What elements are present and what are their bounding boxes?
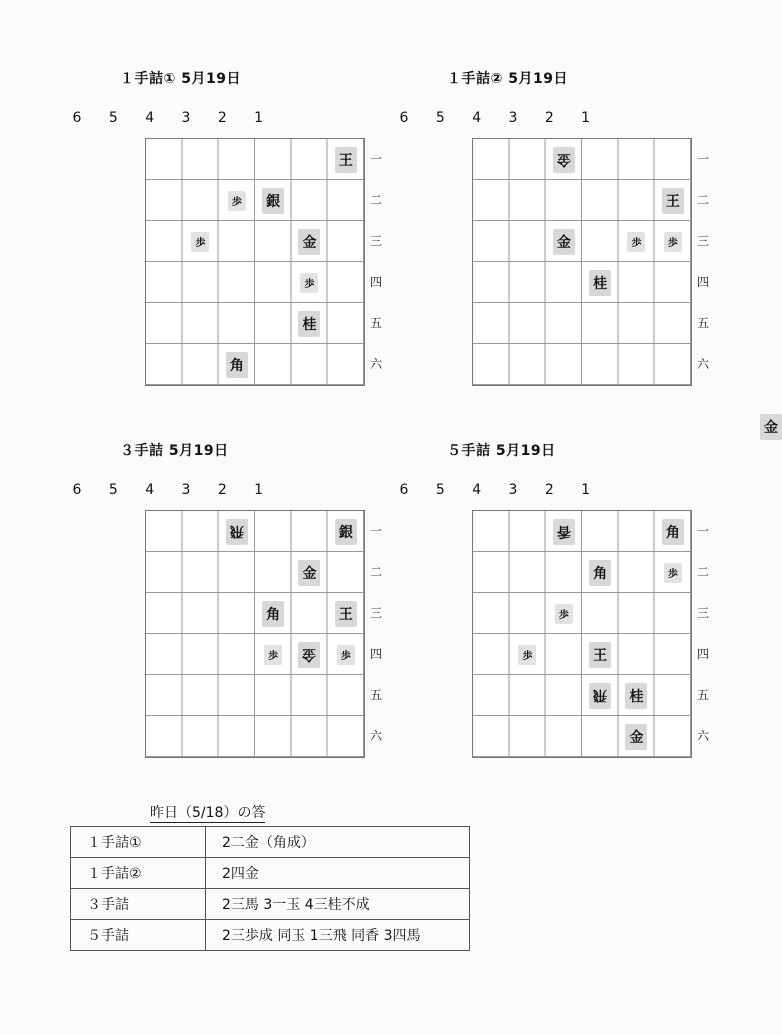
shogi-piece: 金 xyxy=(298,229,320,255)
row-label: １手詰② xyxy=(71,858,206,889)
shogi-piece: 銀 xyxy=(262,188,284,214)
shogi-piece: 王 xyxy=(662,188,684,214)
row-number: 四 xyxy=(696,275,709,289)
column-number: 4 xyxy=(472,110,482,126)
column-number: 4 xyxy=(145,482,155,498)
column-number: 1 xyxy=(581,482,591,498)
column-number: 3 xyxy=(181,482,191,498)
row-number: 五 xyxy=(369,316,382,330)
row-number: 一 xyxy=(696,152,709,166)
answers-title xyxy=(150,802,265,822)
answers-title-text: 昨日（5/18）の答 xyxy=(150,805,266,821)
shogi-piece: 銀 xyxy=(335,519,357,545)
row-label: １手詰① xyxy=(71,827,206,858)
shogi-piece: 桂 xyxy=(589,270,611,296)
column-number: 2 xyxy=(217,110,227,126)
table-row xyxy=(71,920,470,951)
shogi-piece: 歩 xyxy=(518,645,536,665)
row-number: 三 xyxy=(369,234,382,248)
shogi-piece: 桂 xyxy=(298,311,320,337)
column-number: 5 xyxy=(108,110,118,126)
column-number: 5 xyxy=(108,482,118,498)
column-number: 2 xyxy=(544,110,554,126)
shogi-piece: 金 xyxy=(298,642,320,668)
row-number: 四 xyxy=(369,275,382,289)
shogi-board xyxy=(145,510,365,758)
row-number: 一 xyxy=(696,524,709,538)
shogi-piece: 飛 xyxy=(226,519,248,545)
shogi-piece: 金 xyxy=(298,560,320,586)
shogi-piece: 桂 xyxy=(625,683,647,709)
shogi-piece: 歩 xyxy=(627,232,645,252)
column-number: 1 xyxy=(581,110,591,126)
row-label: ３手詰 xyxy=(71,889,206,920)
column-number: 4 xyxy=(472,482,482,498)
table-row xyxy=(71,889,470,920)
answers-table xyxy=(70,826,470,951)
shogi-piece: 角 xyxy=(226,352,248,378)
puzzle-2 xyxy=(399,68,778,436)
shogi-piece: 角 xyxy=(262,601,284,627)
hand-piece: 金 xyxy=(760,414,782,440)
shogi-board xyxy=(145,138,365,386)
row-answer: 2三馬 3一玉 4三桂不成 xyxy=(206,889,470,920)
table-row xyxy=(71,858,470,889)
row-label: ５手詰 xyxy=(71,920,206,951)
column-number: 3 xyxy=(508,110,518,126)
row-number: 一 xyxy=(369,524,382,538)
puzzle-title: ５手詰 5月19日 xyxy=(447,443,556,459)
row-answer: 2四金 xyxy=(206,858,470,889)
column-numbers xyxy=(72,482,295,502)
puzzle-title: ３手詰 5月19日 xyxy=(120,443,229,459)
shogi-piece: 角 xyxy=(662,519,684,545)
shogi-piece: 歩 xyxy=(264,645,282,665)
row-number: 二 xyxy=(696,193,709,207)
row-number: 二 xyxy=(696,565,709,579)
row-number: 二 xyxy=(369,193,382,207)
row-answer: 2二金（角成） xyxy=(206,827,470,858)
column-number: 5 xyxy=(435,110,445,126)
shogi-piece: 歩 xyxy=(300,273,318,293)
row-number: 六 xyxy=(369,729,382,743)
row-number: 五 xyxy=(696,316,709,330)
puzzle-title: １手詰② 5月19日 xyxy=(447,71,568,87)
shogi-piece: 歩 xyxy=(337,645,355,665)
shogi-piece: 角 xyxy=(589,560,611,586)
column-number: 1 xyxy=(254,482,264,498)
shogi-board xyxy=(472,138,692,386)
shogi-piece: 金 xyxy=(553,147,575,173)
shogi-piece: 香 xyxy=(553,519,575,545)
row-number: 四 xyxy=(369,647,382,661)
shogi-board xyxy=(472,510,692,758)
row-number: 六 xyxy=(696,729,709,743)
column-number: 5 xyxy=(435,482,445,498)
row-answer: 2三歩成 同玉 1三飛 同香 3四馬 xyxy=(206,920,470,951)
puzzle-3 xyxy=(72,440,382,780)
table-row xyxy=(71,827,470,858)
column-number: 6 xyxy=(72,482,82,498)
column-numbers xyxy=(399,482,622,502)
shogi-piece: 金 xyxy=(625,724,647,750)
puzzle-title: １手詰① 5月19日 xyxy=(120,71,241,87)
column-number: 4 xyxy=(145,110,155,126)
row-number: 六 xyxy=(696,357,709,371)
shogi-piece: 歩 xyxy=(228,191,246,211)
column-number: 1 xyxy=(254,110,264,126)
row-number: 二 xyxy=(369,565,382,579)
row-number: 三 xyxy=(696,606,709,620)
shogi-piece: 王 xyxy=(589,642,611,668)
shogi-piece: 王 xyxy=(335,601,357,627)
shogi-piece: 金 xyxy=(553,229,575,255)
column-number: 6 xyxy=(72,110,82,126)
shogi-piece: 飛 xyxy=(589,683,611,709)
row-number: 六 xyxy=(369,357,382,371)
shogi-piece: 歩 xyxy=(664,563,682,583)
column-numbers xyxy=(72,110,295,130)
column-number: 6 xyxy=(399,110,409,126)
column-number: 2 xyxy=(217,482,227,498)
row-number: 四 xyxy=(696,647,709,661)
row-number: 三 xyxy=(369,606,382,620)
shogi-piece: 王 xyxy=(335,147,357,173)
shogi-piece: 歩 xyxy=(664,232,682,252)
column-number: 3 xyxy=(508,482,518,498)
shogi-piece: 歩 xyxy=(191,232,209,252)
column-number: 3 xyxy=(181,110,191,126)
row-number: 五 xyxy=(696,688,709,702)
column-number: 2 xyxy=(544,482,554,498)
puzzle-4 xyxy=(399,440,709,780)
puzzle-1 xyxy=(72,68,382,408)
row-number: 五 xyxy=(369,688,382,702)
column-numbers xyxy=(399,110,622,130)
column-number: 6 xyxy=(399,482,409,498)
row-number: 三 xyxy=(696,234,709,248)
row-number: 一 xyxy=(369,152,382,166)
shogi-piece: 歩 xyxy=(555,604,573,624)
